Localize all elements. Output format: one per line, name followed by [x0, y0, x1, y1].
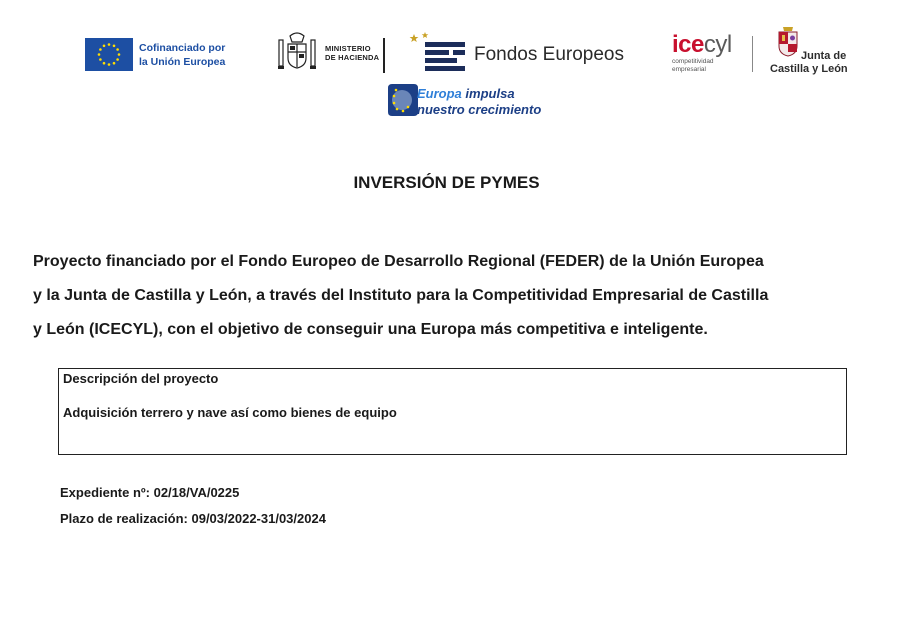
europa-word: Europa [417, 86, 462, 101]
eu-flag-icon [85, 38, 133, 71]
icecyl-ic: ic [672, 31, 692, 58]
eu-text-line1: Cofinanciado por [139, 42, 226, 54]
ministerio-text [325, 44, 379, 62]
paragraph-line: y la Junta de Castilla y León, a través del Instituto para la Competitividad Empresarial de Castilla [33, 287, 769, 304]
ministerio-line1: MINISTERIO [325, 44, 371, 53]
page-title: INVERSIÓN DE PYMES [353, 173, 540, 192]
icecyl-divider [752, 36, 753, 72]
fondos-europeos-icon [409, 32, 467, 74]
paragraph-line: y León (ICECYL), con el objetivo de conseguir una Europa más competitiva e inteligente. [33, 321, 708, 338]
fondos-europeos-label: Fondos Europeos [474, 44, 624, 65]
icecyl-e: e [691, 31, 704, 58]
plazo-realizacion: Plazo de realización: 09/03/2022-31/03/2024 [60, 511, 326, 526]
junta-line1: Junta de [801, 50, 847, 62]
junta-line2: Castilla y León [770, 63, 848, 75]
icecyl-cyl: cyl [703, 31, 732, 58]
description-value: Adquisición terrero y nave así como bienes de equipo [63, 405, 397, 420]
icecyl-logo [672, 32, 732, 73]
icecyl-sub1: competitividad [672, 58, 714, 65]
expediente-number: Expediente nº: 02/18/VA/0225 [60, 485, 240, 500]
junta-text [770, 50, 848, 76]
icecyl-wordmark [672, 32, 732, 58]
europa-impulsa-line2: nuestro crecimiento [417, 102, 542, 117]
paragraph-line: Proyecto financiado por el Fondo Europeo de Desarrollo Regional (FEDER) de la Unión Europea [33, 253, 764, 270]
impulsa-word: impulsa [465, 86, 515, 101]
icecyl-sub2: empresarial [672, 65, 706, 73]
eu-text-line2: la Unión Europea [139, 56, 226, 68]
europa-impulsa-line1 [417, 86, 541, 102]
spanish-coat-of-arms-icon [276, 30, 318, 74]
ministerio-divider [383, 38, 385, 73]
europa-impulsa-text [417, 86, 541, 118]
ministerio-line2: DE HACIENDA [325, 53, 380, 62]
description-label: Descripción del proyecto [63, 371, 219, 386]
funding-paragraph [33, 245, 873, 347]
europa-impulsa-badge-icon [388, 80, 418, 120]
eu-cofinanciado-text [139, 41, 225, 69]
